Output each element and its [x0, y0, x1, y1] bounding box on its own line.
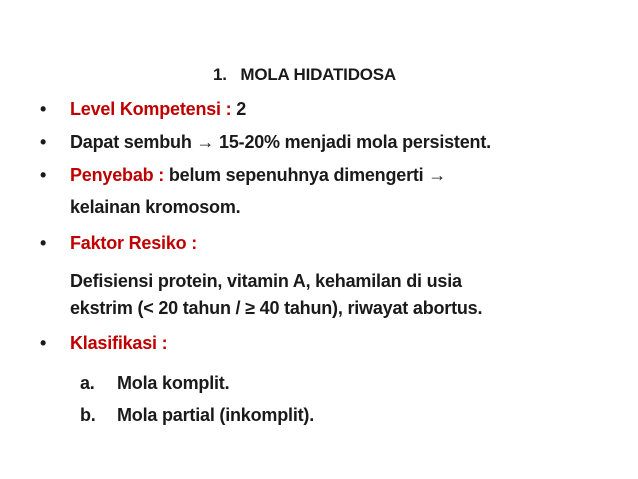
bullet-level-kompetensi: [40, 98, 46, 120]
value-level-kompetensi: 2: [231, 99, 247, 119]
value-penyebab-line1: belum sepenuhnya dimengerti →: [164, 165, 447, 185]
item-penyebab-cont: [70, 196, 240, 218]
text-faktor-resiko-line1: Defisiensi protein, vitamin A, kehamilan di usia: [70, 271, 462, 291]
bullet-marker: •: [40, 333, 47, 353]
label-level-kompetensi: Level Kompetensi :: [70, 99, 232, 119]
item-klasifikasi: [70, 332, 167, 354]
bullet-klasifikasi: [40, 332, 46, 354]
title-text: MOLA HIDATIDOSA: [240, 65, 397, 84]
bullet-faktor-resiko: [40, 232, 46, 254]
item-penyebab: [70, 164, 446, 186]
text-dapat-sembuh: Dapat sembuh → 15-20% menjadi mola persistent.: [70, 132, 491, 152]
sub-item-b-marker: [80, 404, 96, 426]
faktor-resiko-detail-1: [70, 270, 462, 292]
sub-item-a-marker: [80, 372, 95, 394]
sub-item-b: [117, 404, 314, 426]
bullet-dapat-sembuh: [40, 131, 46, 153]
marker-b: b.: [80, 405, 96, 425]
label-penyebab: Penyebab :: [70, 165, 165, 185]
label-klasifikasi: Klasifikasi :: [70, 333, 168, 353]
bullet-marker: •: [40, 132, 47, 152]
text-mola-komplit: Mola komplit.: [117, 373, 230, 393]
title-number: 1.: [213, 65, 227, 84]
sub-item-a: [117, 372, 229, 394]
item-level-kompetensi: [70, 98, 246, 120]
label-faktor-resiko: Faktor Resiko :: [70, 233, 198, 253]
marker-a: a.: [80, 373, 95, 393]
text-faktor-resiko-line2: ekstrim (< 20 tahun / ≥ 40 tahun), riwayat abortus.: [70, 298, 483, 318]
item-dapat-sembuh: [70, 131, 491, 153]
bullet-marker: •: [40, 99, 47, 119]
value-penyebab-line2: kelainan kromosom.: [70, 197, 241, 217]
bullet-marker: •: [40, 233, 47, 253]
text-mola-partial: Mola partial (inkomplit).: [117, 405, 315, 425]
bullet-penyebab: [40, 164, 46, 186]
bullet-marker: •: [40, 165, 47, 185]
faktor-resiko-detail-2: [70, 297, 482, 319]
slide-title: [213, 64, 396, 86]
item-faktor-resiko: [70, 232, 197, 254]
